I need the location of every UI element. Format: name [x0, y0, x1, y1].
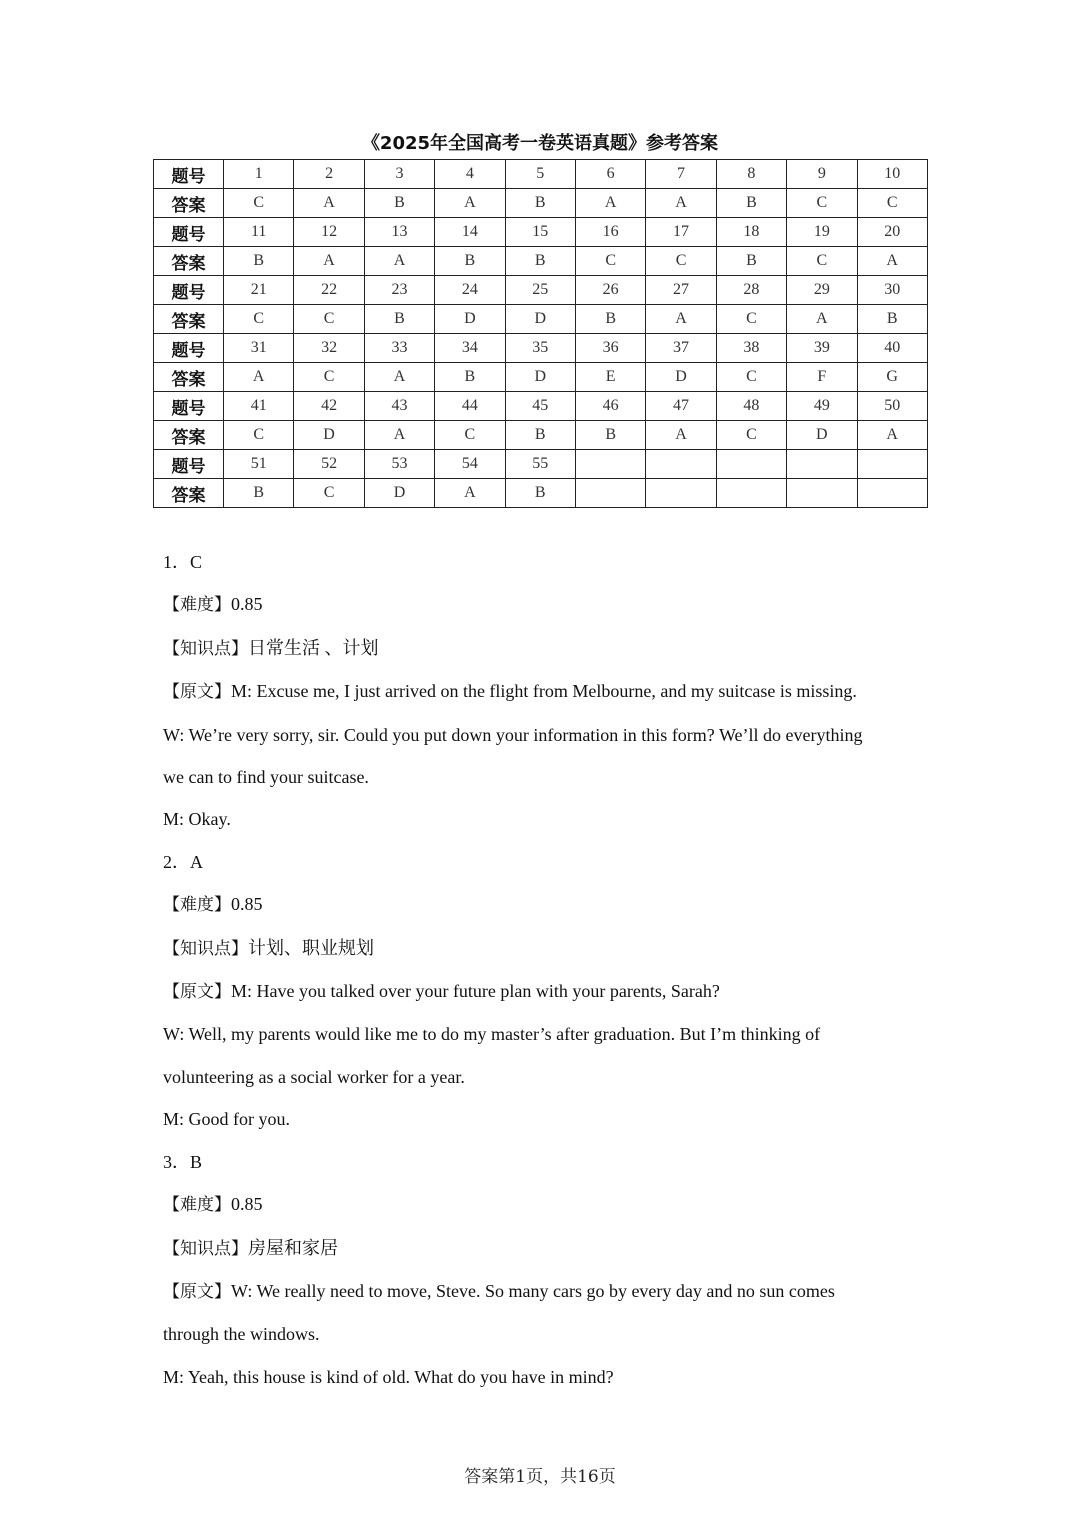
answer-row-label: 答案 [154, 305, 224, 334]
number-cell: 50 [857, 392, 927, 421]
answer-cell: C [787, 247, 857, 276]
knowledge-line [163, 1227, 923, 1270]
number-cell: 27 [646, 276, 716, 305]
number-cell: 48 [716, 392, 786, 421]
answer-cell: A [294, 189, 364, 218]
transcript-text: W: We really need to move, Steve. So many cars go by every day and no sun comes [231, 1280, 835, 1301]
answer-cell: D [505, 305, 575, 334]
number-cell: 40 [857, 334, 927, 363]
difficulty-value: 0.85 [231, 894, 263, 915]
number-cell: 24 [435, 276, 505, 305]
answer-row [154, 479, 928, 508]
number-cell: 43 [364, 392, 434, 421]
difficulty-line [163, 1183, 923, 1226]
answer-cell: B [435, 247, 505, 276]
number-cell: 36 [575, 334, 645, 363]
difficulty-label: 【难度】 [163, 1195, 231, 1216]
knowledge-value: 计划、职业规划 [248, 937, 374, 958]
answer-cell: F [787, 363, 857, 392]
number-cell: 44 [435, 392, 505, 421]
answer-cell: C [224, 189, 294, 218]
answer-cell: B [505, 421, 575, 450]
number-row [154, 334, 928, 363]
number-cell: 26 [575, 276, 645, 305]
number-cell: 52 [294, 450, 364, 479]
answer-cell: B [435, 363, 505, 392]
number-row-label: 题号 [154, 160, 224, 189]
answer-row-label: 答案 [154, 247, 224, 276]
difficulty-line [163, 583, 923, 626]
number-cell: 39 [787, 334, 857, 363]
answer-cell: A [787, 305, 857, 334]
answer-row [154, 305, 928, 334]
answer-table-body [154, 160, 928, 508]
number-cell: 8 [716, 160, 786, 189]
number-cell: 22 [294, 276, 364, 305]
number-row-label: 题号 [154, 218, 224, 247]
answer-cell: D [435, 305, 505, 334]
number-cell: 10 [857, 160, 927, 189]
number-cell: 1 [224, 160, 294, 189]
number-cell: 35 [505, 334, 575, 363]
number-cell [716, 450, 786, 479]
answer-cell: A [857, 421, 927, 450]
number-cell: 49 [787, 392, 857, 421]
answer-cell: A [224, 363, 294, 392]
answer-cell: A [857, 247, 927, 276]
answer-row [154, 247, 928, 276]
transcript-line [163, 1270, 923, 1313]
difficulty-value: 0.85 [231, 594, 263, 615]
number-cell: 16 [575, 218, 645, 247]
answer-cell: B [505, 247, 575, 276]
answer-cell: D [505, 363, 575, 392]
number-cell: 17 [646, 218, 716, 247]
answer-cell: G [857, 363, 927, 392]
number-cell: 21 [224, 276, 294, 305]
number-cell: 37 [646, 334, 716, 363]
number-row-label: 题号 [154, 334, 224, 363]
number-cell: 32 [294, 334, 364, 363]
transcript-text: M: Have you talked over your future plan with your parents, Sarah? [231, 981, 720, 1002]
answer-cell: B [224, 479, 294, 508]
answer-cell: B [575, 305, 645, 334]
transcript-line: W: Well, my parents would like me to do my master’s after graduation. But I’m thinking of [163, 1024, 821, 1045]
answer-row-label: 答案 [154, 363, 224, 392]
answer-cell: A [435, 479, 505, 508]
answer-cell [716, 479, 786, 508]
difficulty-value: 0.85 [231, 1194, 263, 1215]
number-cell: 47 [646, 392, 716, 421]
number-cell: 31 [224, 334, 294, 363]
answer-cell: D [294, 421, 364, 450]
number-cell: 34 [435, 334, 505, 363]
number-row [154, 450, 928, 479]
answer-cell: E [575, 363, 645, 392]
number-cell: 15 [505, 218, 575, 247]
answer-cell: B [364, 305, 434, 334]
answer-cell: C [224, 305, 294, 334]
number-row [154, 392, 928, 421]
answer-cell: A [364, 421, 434, 450]
answer-row [154, 189, 928, 218]
answer-cell: B [857, 305, 927, 334]
number-cell: 9 [787, 160, 857, 189]
number-cell: 4 [435, 160, 505, 189]
question-heading: 1．C [163, 552, 203, 572]
answer-cell [787, 479, 857, 508]
answer-cell: A [294, 247, 364, 276]
knowledge-label: 【知识点】 [163, 1238, 248, 1259]
answer-cell: C [716, 421, 786, 450]
number-cell: 14 [435, 218, 505, 247]
answer-cell: C [716, 305, 786, 334]
number-cell: 53 [364, 450, 434, 479]
number-cell: 45 [505, 392, 575, 421]
difficulty-line [163, 883, 923, 926]
number-cell: 2 [294, 160, 364, 189]
answer-cell: D [364, 479, 434, 508]
answer-cell: A [364, 247, 434, 276]
number-cell: 33 [364, 334, 434, 363]
answer-table [153, 159, 928, 508]
transcript-line: M: Yeah, this house is kind of old. What do you have in mind? [163, 1366, 614, 1387]
original-label: 【原文】 [163, 982, 231, 1003]
number-cell [646, 450, 716, 479]
number-cell: 55 [505, 450, 575, 479]
answer-cell: A [646, 305, 716, 334]
number-cell: 6 [575, 160, 645, 189]
answer-cell [646, 479, 716, 508]
number-cell: 41 [224, 392, 294, 421]
difficulty-label: 【难度】 [163, 595, 231, 616]
original-label: 【原文】 [163, 682, 231, 703]
number-cell: 20 [857, 218, 927, 247]
answer-row [154, 363, 928, 392]
answer-cell: A [364, 363, 434, 392]
answer-cell: C [857, 189, 927, 218]
number-cell: 51 [224, 450, 294, 479]
answer-cell: A [646, 421, 716, 450]
answer-cell: B [224, 247, 294, 276]
answer-cell: B [505, 479, 575, 508]
answer-cell: C [575, 247, 645, 276]
answer-row-label: 答案 [154, 479, 224, 508]
answer-row-label: 答案 [154, 189, 224, 218]
number-cell: 54 [435, 450, 505, 479]
number-row-label: 题号 [154, 450, 224, 479]
knowledge-line [163, 627, 923, 670]
answer-cell: C [787, 189, 857, 218]
number-cell [575, 450, 645, 479]
answer-cell [857, 479, 927, 508]
number-cell: 19 [787, 218, 857, 247]
transcript-line: we can to find your suitcase. [163, 767, 369, 788]
answer-cell: B [505, 189, 575, 218]
answer-cell: A [575, 189, 645, 218]
answer-cell: C [646, 247, 716, 276]
answer-cell: A [435, 189, 505, 218]
knowledge-value: 房屋和家居 [248, 1237, 338, 1258]
answer-cell: C [435, 421, 505, 450]
number-cell: 29 [787, 276, 857, 305]
question-heading: 3．B [163, 1151, 203, 1172]
answer-row [154, 421, 928, 450]
number-row-label: 题号 [154, 392, 224, 421]
transcript-line: W: We’re very sorry, sir. Could you put down your information in this form? We’ll do everything [163, 724, 863, 745]
original-label: 【原文】 [163, 1281, 231, 1302]
number-cell: 12 [294, 218, 364, 247]
knowledge-value: 日常生活 、计划 [248, 637, 379, 658]
number-cell: 42 [294, 392, 364, 421]
transcript-text: M: Excuse me, I just arrived on the flight from Melbourne, and my suitcase is missing. [231, 681, 857, 702]
answer-row-label: 答案 [154, 421, 224, 450]
number-cell: 25 [505, 276, 575, 305]
transcript-line [163, 970, 923, 1013]
answer-cell: C [294, 305, 364, 334]
knowledge-label: 【知识点】 [163, 938, 248, 959]
transcript-line: M: Okay. [163, 809, 231, 830]
transcript-line [163, 670, 923, 713]
number-cell: 23 [364, 276, 434, 305]
answer-cell: A [646, 189, 716, 218]
answer-cell: B [716, 247, 786, 276]
number-cell: 13 [364, 218, 434, 247]
transcript-line: M: Good for you. [163, 1109, 290, 1130]
number-cell: 28 [716, 276, 786, 305]
knowledge-line [163, 927, 923, 970]
answer-cell: B [364, 189, 434, 218]
answer-cell: C [294, 363, 364, 392]
answer-cell: D [787, 421, 857, 450]
answer-cell [575, 479, 645, 508]
number-cell: 11 [224, 218, 294, 247]
knowledge-label: 【知识点】 [163, 638, 248, 659]
number-cell: 38 [716, 334, 786, 363]
number-row [154, 218, 928, 247]
number-cell [857, 450, 927, 479]
answer-cell: B [575, 421, 645, 450]
number-row [154, 276, 928, 305]
answer-cell: D [646, 363, 716, 392]
question-explanations [163, 541, 923, 1398]
number-cell: 30 [857, 276, 927, 305]
answer-cell: B [716, 189, 786, 218]
number-cell: 46 [575, 392, 645, 421]
number-cell: 5 [505, 160, 575, 189]
number-row-label: 题号 [154, 276, 224, 305]
answer-cell: C [716, 363, 786, 392]
number-row [154, 160, 928, 189]
number-cell: 3 [364, 160, 434, 189]
difficulty-label: 【难度】 [163, 895, 231, 916]
page-title: 《2025年全国高考一卷英语真题》参考答案 [361, 133, 719, 154]
question-heading: 2．A [163, 851, 203, 872]
number-cell [787, 450, 857, 479]
answer-cell: C [224, 421, 294, 450]
number-cell: 18 [716, 218, 786, 247]
page-footer: 答案第1页，共16页 [464, 1467, 616, 1487]
answer-cell: C [294, 479, 364, 508]
number-cell: 7 [646, 160, 716, 189]
transcript-line: volunteering as a social worker for a year. [163, 1066, 465, 1087]
transcript-line: through the windows. [163, 1324, 320, 1345]
